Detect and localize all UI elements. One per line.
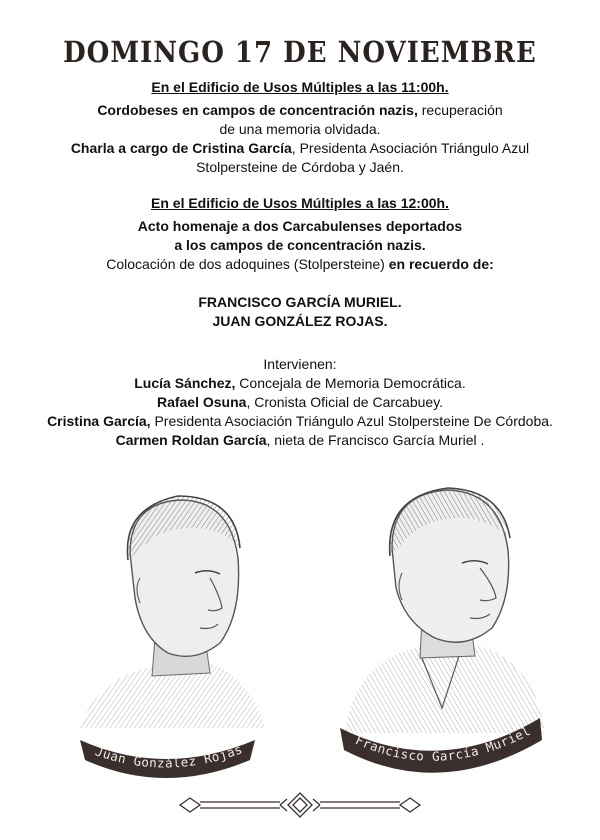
honoree-2: JUAN GONZÁLEZ ROJAS. bbox=[212, 313, 388, 329]
event-2 bbox=[0, 194, 600, 331]
portrait-1-caption: Juan González Rojas bbox=[93, 741, 245, 771]
event-2-location: En el Edificio de Usos Múltiples a las 12:00h. bbox=[151, 195, 449, 211]
honoree-1: FRANCISCO GARCÍA MURIEL. bbox=[198, 294, 402, 310]
portrait-francisco-garcia-muriel bbox=[330, 478, 550, 798]
event-2-act-line2: a los campos de concentración nazis. bbox=[174, 237, 426, 253]
speakers-heading: Intervienen: bbox=[263, 356, 337, 372]
page-title: DOMINGO 17 DE NOVIEMBRE bbox=[63, 36, 537, 70]
event-1-talk-rest: , Presidenta Asociación Triángulo Azul bbox=[291, 140, 530, 156]
event-1-talk bbox=[0, 139, 600, 158]
event-1-topic-line2: de una memoria olvidada. bbox=[219, 121, 381, 137]
ornament-divider-icon bbox=[175, 790, 425, 820]
event-1-talk-line2: Stolpersteine de Córdoba y Jaén. bbox=[196, 159, 404, 175]
event-1-location: En el Edificio de Usos Múltiples a las 11:00h. bbox=[151, 79, 449, 95]
speaker-4: Carmen Roldan García, nieta de Francisco García Muriel . bbox=[115, 432, 485, 448]
event-1-talk-bold: Charla a cargo de Cristina García bbox=[70, 140, 292, 156]
event-1-topic-rest: recuperación bbox=[417, 102, 503, 118]
portrait-2-caption: Francisco García Muriel bbox=[353, 722, 534, 764]
speaker-1: Lucía Sánchez, Concejala de Memoria Democrática. bbox=[134, 375, 466, 391]
portrait-juan-gonzalez-rojas bbox=[60, 478, 270, 778]
speaker-3: Cristina García, Presidenta Asociación Triángulo Azul Stolpersteine De Córdoba. bbox=[47, 413, 553, 429]
event-2-act-line1: Acto homenaje a dos Carcabulenses deportados bbox=[137, 218, 463, 234]
event-1-topic bbox=[0, 101, 600, 120]
event-1-topic-bold: Cordobeses en campos de concentración nazis, bbox=[97, 102, 418, 118]
speakers bbox=[0, 355, 600, 450]
event-2-placement: Colocación de dos adoquines (Stolpersteine) en recuerdo de: bbox=[106, 256, 494, 272]
event-1 bbox=[0, 78, 600, 177]
speaker-2: Rafael Osuna, Cronista Oficial de Carcabuey. bbox=[156, 394, 444, 410]
